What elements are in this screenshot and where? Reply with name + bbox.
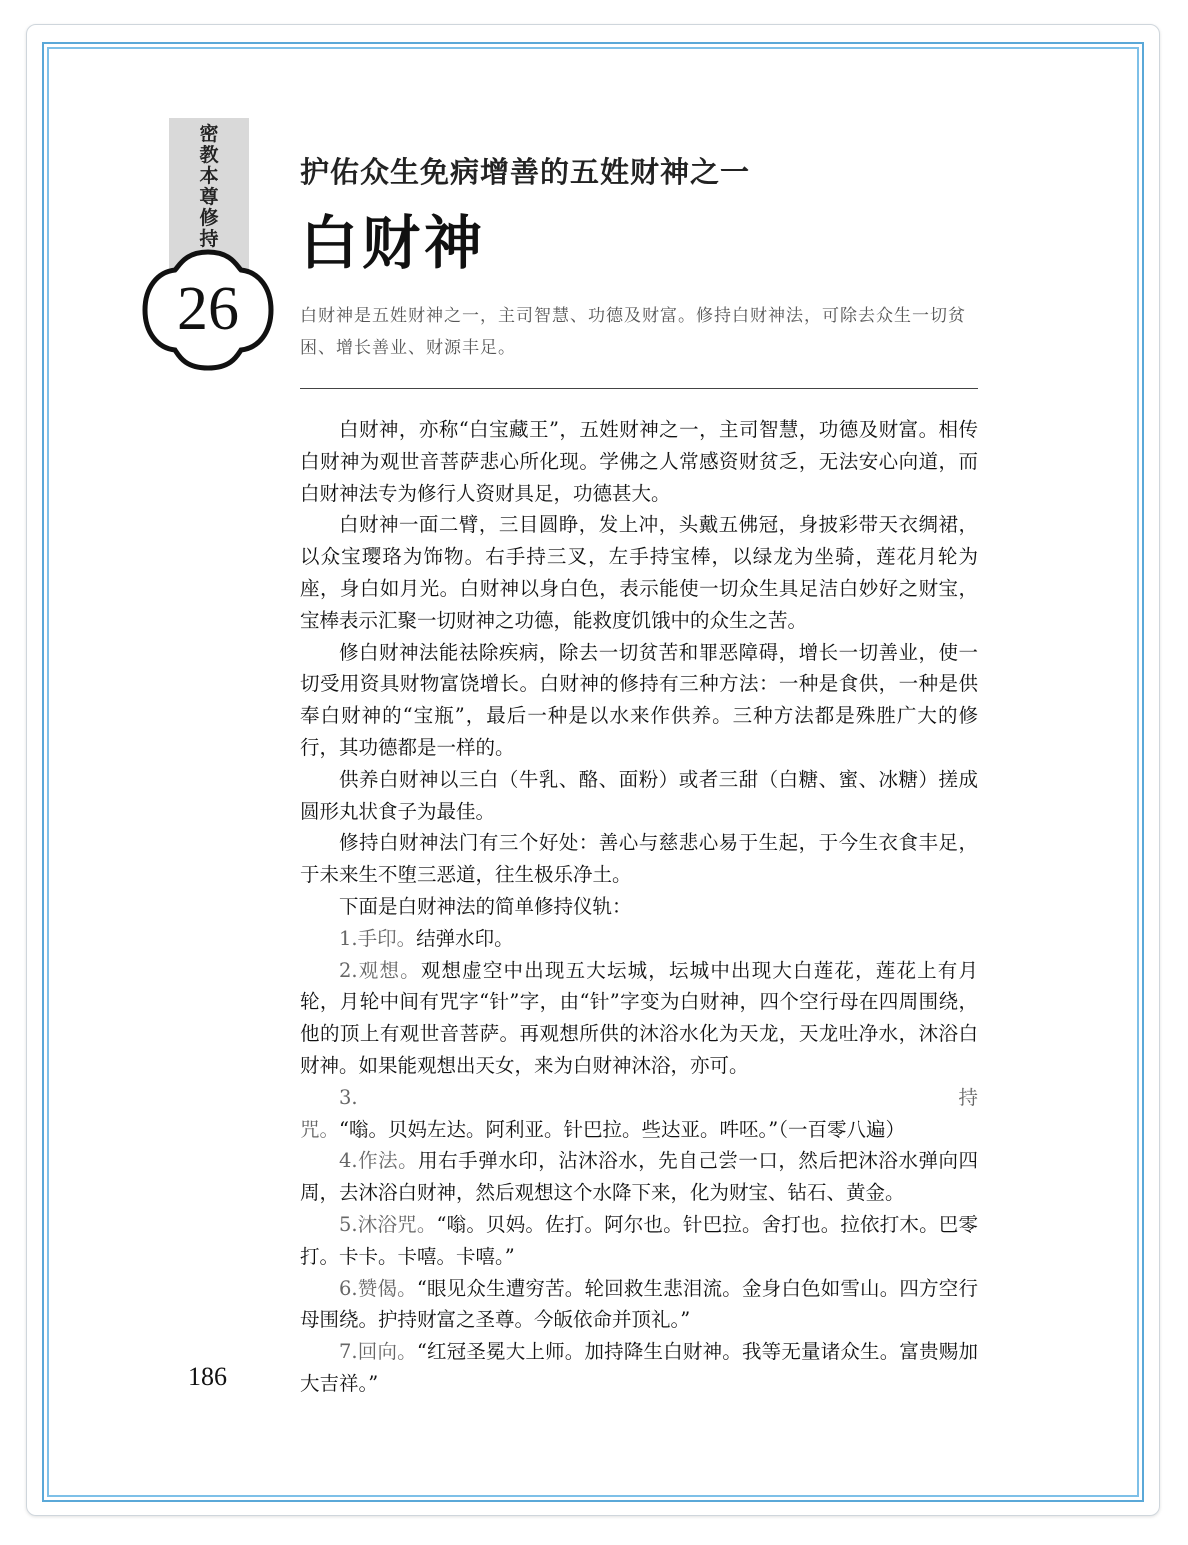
divider — [300, 388, 978, 389]
step-text: “嗡。贝妈。佐打。阿尔也。针巴拉。舍打也。拉依打木。巴零打。卡卡。卡嘻。卡嘻。” — [300, 1212, 978, 1268]
ritual-step — [300, 923, 978, 955]
step-text: 结弹水印。 — [416, 926, 514, 950]
step-text: “嗡。贝妈左达。阿利亚。针巴拉。些达亚。吽呸。”（一百零八遍） — [339, 1117, 905, 1141]
body-paragraph: 修白财神法能祛除疾病，除去一切贫苦和罪恶障碍，增长一切善业，使一切受用资具财物富饶增长。白财神的修持有三种方法：一种是食供，一种是供奉白财神的“宝瓶”，最后一种是以水来作供养。三种方法都是殊胜广大的修行，其功德都是一样的。 — [300, 640, 978, 759]
chapter-abstract: 白财神是五姓财神之一，主司智慧、功德及财富。修持白财神法，可除去众生一切贫困、增长善业、财源丰足。 — [300, 306, 966, 358]
step-label: 7.回向。 — [339, 1340, 417, 1364]
ritual-step — [300, 1336, 978, 1400]
ritual-step — [300, 1082, 978, 1146]
step-text: 用右手弹水印，沾沐浴水，先自己尝一口，然后把沐浴水弹向四周，去沐浴白财神，然后观想这个水降下来，化为财宝、钻石、黄金。 — [300, 1149, 978, 1205]
ritual-step — [300, 1273, 978, 1337]
step-label: 1.手印。 — [339, 926, 417, 950]
body-paragraph: 白财神，亦称“白宝藏王”，五姓财神之一，主司智慧，功德及财富。相传白财神为观世音菩萨悲心所化现。学佛之人常感资财贫乏，无法安心向道，而白财神法专为修行人资财具足，功德甚大。 — [300, 418, 978, 505]
step-text: “红冠圣冕大上师。加持降生白财神。我等无量诸众生。富贵赐加大吉祥。” — [300, 1340, 978, 1395]
step-label: 4.作法。 — [339, 1149, 419, 1173]
chapter-number: 26 — [177, 275, 239, 343]
ritual-step — [300, 955, 978, 1082]
body-paragraph: 修持白财神法门有三个好处：善心与慈悲心易于生起，于今生衣食丰足，于未来生不堕三恶道，往生极乐净土。 — [300, 831, 978, 887]
chapter-body — [300, 414, 978, 1400]
step-label: 5.沐浴咒。 — [339, 1212, 437, 1236]
page-number: 186 — [188, 1362, 227, 1391]
chapter-subtitle: 护佑众生免病增善的五姓财神之一 — [300, 155, 751, 189]
ritual-step — [300, 1209, 978, 1273]
body-paragraph: 供养白财神以三白（牛乳、酪、面粉）或者三甜（白糖、蜜、冰糖）搓成圆形丸状食子为最佳。 — [300, 767, 978, 823]
step-label: 6.赞偈。 — [339, 1276, 417, 1300]
ritual-step — [300, 1145, 978, 1209]
body-paragraph: 下面是白财神法的简单修持仪轨： — [339, 894, 632, 918]
body-paragraph: 白财神一面二臂，三目圆睁，发上冲，头戴五佛冠，身披彩带天衣绸裙，以众宝璎珞为饰物。右手持三叉，左手持宝棒，以绿龙为坐骑，莲花月轮为座，身白如月光。白财神以身白色，表示能使一切众生具足洁白妙好之财宝，宝棒表示汇聚一切财神之功德，能救度饥饿中的众生之苦。 — [300, 513, 978, 632]
step-label: 2.观想。 — [339, 958, 421, 982]
step-label: 3.持咒。 — [300, 1085, 978, 1141]
chapter-title: 白财神 — [300, 209, 487, 277]
step-text: “眼见众生遭穷苦。轮回救生悲泪流。金身白色如雪山。四方空行母围绕。护持财富之圣尊。今皈依命并顶礼。” — [300, 1276, 978, 1332]
series-label: 密教本尊修持 — [199, 123, 219, 250]
step-text: 观想虚空中出现五大坛城，坛城中出现大白莲花，莲花上有月轮，月轮中间有咒字“针”字，由“针”字变为白财神，四个空行母在四周围绕，他的顶上有观世音菩萨。再观想所供的沐浴水化为天龙，天龙吐净水，沐浴白财神。如果能观想出天女，来为白财神沐浴，亦可。 — [300, 958, 978, 1077]
